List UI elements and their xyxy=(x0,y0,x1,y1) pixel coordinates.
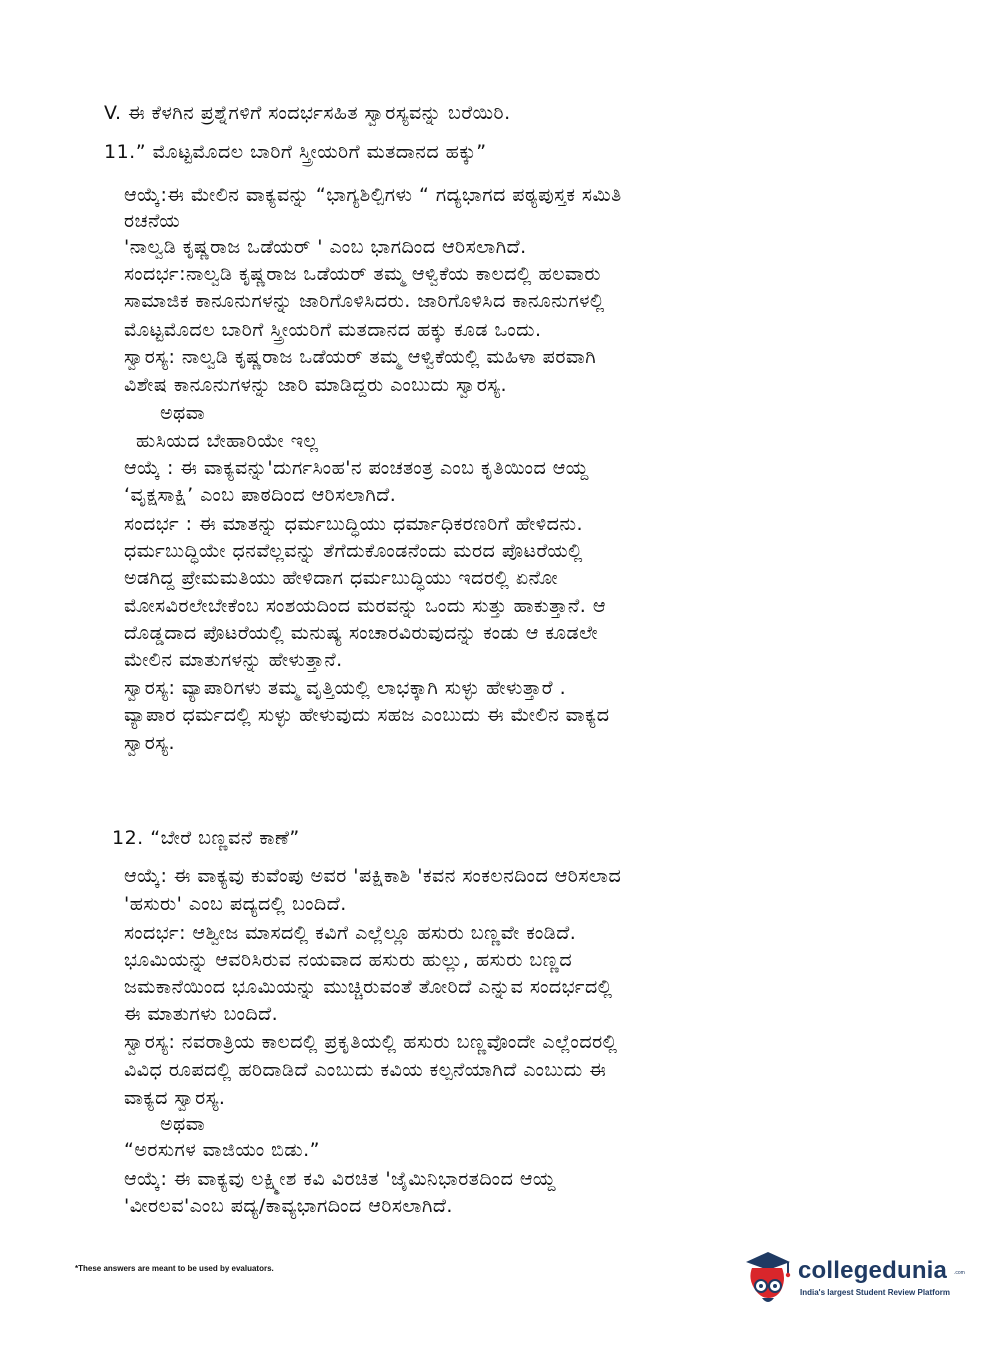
answer-line: ಮೇಲಿನ ಮಾತುಗಳನ್ನು ಹೇಳುತ್ತಾನೆ. xyxy=(124,649,343,671)
answer-line: ರಚನೆಯ xyxy=(124,210,181,232)
question-12: 12. “ಬೇರೆ ಬಣ್ಣವನೆ ಕಾಣೆ” xyxy=(112,827,300,849)
answer-line: ಸಂದರ್ಭ: ಆಶ್ವೀಜ ಮಾಸದಲ್ಲಿ ಕವಿಗೆ ಎಲ್ಲೆಲ್ಲೂ ಹಸುರು ಬಣ್ಣವೇ ಕಂಡಿದೆ. xyxy=(124,922,577,944)
answer-line: 'ವೀರಲವ'ಎಂಬ ಪದ್ಯ/ಕಾವ್ಯಭಾಗದಿಂದ ಆರಿಸಲಾಗಿದೆ. xyxy=(124,1195,453,1217)
or-label: ಅಥವಾ xyxy=(160,1113,206,1135)
logo-tagline: India's largest Student Review Platform xyxy=(800,1288,950,1297)
answer-line: ವ್ಯಾಪಾರ ಧರ್ಮದಲ್ಲಿ ಸುಳ್ಳು ಹೇಳುವುದು ಸಹಜ ಎಂಬುದು ಈ ಮೇಲಿನ ವಾಕ್ಯದ xyxy=(124,704,610,726)
answer-line: ಸ್ವಾರಸ್ಯ. xyxy=(124,732,175,754)
collegedunia-logo[interactable] xyxy=(742,1248,972,1310)
logo-domain-suffix: .com xyxy=(954,1270,965,1276)
answer-line: ವಾಕ್ಯದ ಸ್ವಾರಸ್ಯ. xyxy=(124,1087,226,1109)
answer-line: ಆಯ್ಕೆ: ಈ ವಾಕ್ಯವು ಕುವೆಂಪು ಅವರ 'ಪಕ್ಷಿಕಾಶಿ 'ಕವನ ಸಂಕಲನದಿಂದ ಆರಿಸಲಾದ xyxy=(124,865,622,887)
answer-line: ಅಡಗಿದ್ದ ಪ್ರೇಮಮತಿಯು ಹೇಳಿದಾಗ ಧರ್ಮಬುದ್ಧಿಯು ಇದರಲ್ಲಿ ಏನೋ xyxy=(124,567,559,589)
answer-line: ಮೋಸವಿರಲೇಬೇಕೆಂಬ ಸಂಶಯದಿಂದ ಮರವನ್ನು ಒಂದು ಸುತ್ತು ಹಾಕುತ್ತಾನೆ. ಆ xyxy=(124,595,606,617)
answer-line: 'ಹಸುರು' ಎಂಬ ಪದ್ಯದಲ್ಲಿ ಬಂದಿದೆ. xyxy=(124,893,347,915)
answer-line: ಆಯ್ಕೆ : ಈ ವಾಕ್ಯವನ್ನು'ದುರ್ಗಸಿಂಹ'ನ ಪಂಚತಂತ್ರ ಎಂಬ ಕೃತಿಯಿಂದ ಆಯ್ದ xyxy=(124,457,589,479)
answer-line: ಜಮಕಾನೆಯಿಂದ ಭೂಮಿಯನ್ನು ಮುಚ್ಚಿರುವಂತೆ ತೋರಿದೆ ಎನ್ನುವ ಸಂದರ್ಭದಲ್ಲಿ xyxy=(124,976,613,998)
answer-line: ಸಂದರ್ಭ:ನಾಲ್ವಡಿ ಕೃಷ್ಣರಾಜ ಒಡೆಯರ್ ತಮ್ಮ ಆಳ್ವಿಕೆಯ ಕಾಲದಲ್ಲಿ ಹಲವಾರು xyxy=(124,263,601,285)
answer-line: 'ನಾಲ್ವಡಿ ಕೃಷ್ಣರಾಜ ಒಡೆಯರ್ ' ಎಂಬ ಭಾಗದಿಂದ ಆರಿಸಲಾಗಿದೆ. xyxy=(124,236,527,258)
answer-line: ಭೂಮಿಯನ್ನು ಆವರಿಸಿರುವ ನಯವಾದ ಹಸುರು ಹುಲ್ಲು, ಹಸುರು ಬಣ್ಣದ xyxy=(124,949,573,971)
answer-line: ಸ್ವಾರಸ್ಯ: ನವರಾತ್ರಿಯ ಕಾಲದಲ್ಲಿ ಪ್ರಕೃತಿಯಲ್ಲಿ ಹಸುರು ಬಣ್ಣವೊಂದೇ ಎಲ್ಲೆಂದರಲ್ಲಿ xyxy=(124,1031,618,1053)
answer-line: ಆಯ್ಕೆ:ಈ ಮೇಲಿನ ವಾಕ್ಯವನ್ನು “ಭಾಗ್ಯಶಿಲ್ಪಿಗಳು “ ಗದ್ಯಭಾಗದ ಪಠ್ಯಪುಸ್ತಕ ಸಮಿತಿ xyxy=(124,184,622,206)
answer-line: ಈ ಮಾತುಗಳು ಬಂದಿದೆ. xyxy=(124,1003,279,1025)
answer-line: ‘ವೃಕ್ಷಸಾಕ್ಷಿ’ ಎಂಬ ಪಾಠದಿಂದ ಆರಿಸಲಾಗಿದೆ. xyxy=(124,484,397,506)
answer-line: ಧರ್ಮಬುದ್ಧಿಯೇ ಧನವೆಲ್ಲವನ್ನು ತೆಗೆದುಕೊಂಡನೆಂದು ಮರದ ಪೊಟರೆಯಲ್ಲಿ xyxy=(124,540,583,562)
answer-line: ಆಯ್ಕೆ: ಈ ವಾಕ್ಯವು ಲಕ್ಷ್ಮೀಶ ಕವಿ ವಿರಚಿತ 'ಜೈಮಿನಿಭಾರತದಿಂದ ಆಯ್ದ xyxy=(124,1168,556,1190)
answer-line: ಸ್ವಾರಸ್ಯ: ವ್ಯಾಪಾರಿಗಳು ತಮ್ಮ ವೃತ್ತಿಯಲ್ಲಿ ಲಾಭಕ್ಕಾಗಿ ಸುಳ್ಳು ಹೇಳುತ್ತಾರೆ . xyxy=(124,677,567,699)
answer-line: ಸ್ವಾರಸ್ಯ: ನಾಲ್ವಡಿ ಕೃಷ್ಣರಾಜ ಒಡೆಯರ್ ತಮ್ಮ ಆಳ್ವಿಕೆಯಲ್ಲಿ ಮಹಿಳಾ ಪರವಾಗಿ xyxy=(124,346,597,368)
section-heading: V. ಈ ಕೆಳಗಿನ ಪ್ರಶ್ನೆಗಳಿಗೆ ಸಂದರ್ಭಸಹಿತ ಸ್ವಾರಸ್ಯವನ್ನು ಬರೆಯಿರಿ. xyxy=(104,102,511,124)
answer-line: ವಿಶೇಷ ಕಾನೂನುಗಳನ್ನು ಜಾರಿ ಮಾಡಿದ್ದರು ಎಂಬುದು ಸ್ವಾರಸ್ಯ. xyxy=(124,374,508,396)
alt-question: ಹುಸಿಯದ ಬೇಹಾರಿಯೇ ಇಲ್ಲ xyxy=(136,430,319,452)
alt-question: “ಅರಸುಗಳ ವಾಜಿಯಂ ಬಿಡು.” xyxy=(124,1139,320,1161)
answer-line: ಮೊಟ್ಟಮೊದಲ ಬಾರಿಗೆ ಸ್ತ್ರೀಯರಿಗೆ ಮತದಾನದ ಹಕ್ಕು ಕೂಡ ಒಂದು. xyxy=(124,319,542,341)
answer-line: ಸಾಮಾಜಿಕ ಕಾನೂನುಗಳನ್ನು ಜಾರಿಗೊಳಿಸಿದರು. ಜಾರಿಗೊಳಿಸಿದ ಕಾನೂನುಗಳಲ್ಲಿ xyxy=(124,290,605,312)
question-11: 11.” ಮೊಟ್ಟಮೊದಲ ಬಾರಿಗೆ ಸ್ತ್ರೀಯರಿಗೆ ಮತದಾನದ ಹಕ್ಕು” xyxy=(104,141,487,163)
answer-line: ದೊಡ್ಡದಾದ ಪೊಟರೆಯಲ್ಲಿ ಮನುಷ್ಯ ಸಂಚಾರವಿರುವುದನ್ನು ಕಂಡು ಆ ಕೂಡಲೇ xyxy=(124,622,599,644)
mascot-graduate-icon xyxy=(742,1248,794,1308)
evaluator-footnote: *These answers are meant to be used by evaluators. xyxy=(75,1264,274,1273)
answer-line: ವಿವಿಧ ರೂಪದಲ್ಲಿ ಹರಿದಾಡಿದೆ ಎಂಬುದು ಕವಿಯ ಕಲ್ಪನೆಯಾಗಿದೆ ಎಂಬುದು ಈ xyxy=(124,1059,607,1081)
logo-wordmark: collegedunia xyxy=(798,1257,948,1284)
answer-line: ಸಂದರ್ಭ : ಈ ಮಾತನ್ನು ಧರ್ಮಬುದ್ಧಿಯು ಧರ್ಮಾಧಿಕರಣರಿಗೆ ಹೇಳಿದನು. xyxy=(124,513,584,535)
or-label: ಅಥವಾ xyxy=(160,402,206,424)
